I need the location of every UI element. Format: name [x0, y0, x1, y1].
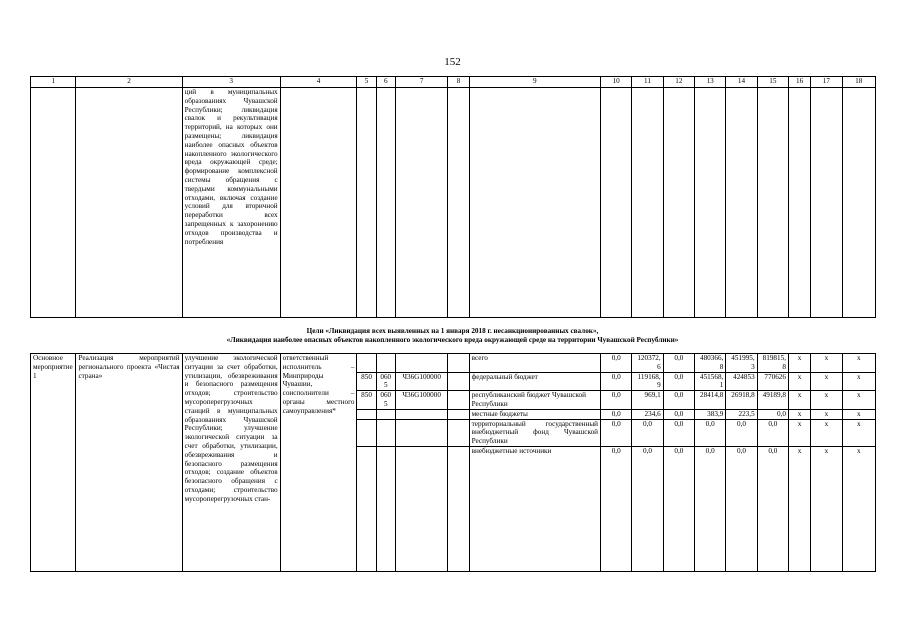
- cell-v15: 819815,8: [757, 354, 788, 373]
- cell-v11: 969,1: [632, 391, 663, 410]
- event-project: Реализация мероприятий регионального проекта «Чистая страна»: [76, 354, 182, 572]
- cell-c8: [448, 372, 469, 391]
- col-header: 5: [357, 77, 376, 88]
- col-header: 8: [448, 77, 469, 88]
- cell-v18: x: [842, 391, 875, 410]
- col-header: 9: [469, 77, 600, 88]
- cell-c7: [395, 409, 448, 419]
- cell-v18: x: [842, 372, 875, 391]
- cell-c7: [395, 419, 448, 446]
- col-header: 11: [632, 77, 663, 88]
- cell-v16: x: [788, 391, 810, 410]
- cell-c5: [357, 419, 376, 446]
- col-header: 17: [811, 77, 842, 88]
- cell-v13: 383,9: [695, 409, 726, 419]
- cell-v15: 770626: [757, 372, 788, 391]
- cell-v10: 0,0: [601, 391, 632, 410]
- cell-c7: Ч36G100000: [395, 391, 448, 410]
- page-number: 152: [444, 56, 461, 68]
- col-header: 18: [842, 77, 875, 88]
- event-executor: ответственный исполнитель – Минприроды Чувашии, соисполнители – органы местного самоуправления*: [280, 354, 357, 572]
- cell-v17: x: [811, 409, 842, 419]
- col-header: 12: [663, 77, 694, 88]
- cell-v15: 0,0: [757, 409, 788, 419]
- cell-v13: 451568,1: [695, 372, 726, 391]
- col-header: 6: [376, 77, 395, 88]
- cell-v17: x: [811, 372, 842, 391]
- cell-v16: x: [788, 419, 810, 446]
- continued-row: [31, 88, 876, 318]
- cell-v10: 0,0: [601, 446, 632, 571]
- goals-line-1: Цели «Ликвидация всех выявленных на 1 января 2018 г. несанкционированных свалок»,: [306, 327, 599, 335]
- cell-v13: 480366,8: [695, 354, 726, 373]
- cell-c6: [376, 409, 395, 419]
- cell-v10: 0,0: [601, 372, 632, 391]
- cell-c6: [376, 446, 395, 571]
- cell-v15: 49189,8: [757, 391, 788, 410]
- cell-c6: 0605: [376, 372, 395, 391]
- col-header: 4: [280, 77, 357, 88]
- col-header: 7: [395, 77, 448, 88]
- event-table: [30, 353, 876, 572]
- cell-c6: 0605: [376, 391, 395, 410]
- cell-source: всего: [469, 354, 600, 373]
- cell-v15: 0,0: [757, 446, 788, 571]
- col-header: 10: [601, 77, 632, 88]
- cell-v12: 0,0: [663, 409, 694, 419]
- cell-v10: 0,0: [601, 354, 632, 373]
- cell-c8: [448, 354, 469, 373]
- cell-v11: 119168,9: [632, 372, 663, 391]
- cell-v13: 0,0: [695, 446, 726, 571]
- cell-c5: 850: [357, 372, 376, 391]
- cell-v16: x: [788, 446, 810, 571]
- cell-v10: 0,0: [601, 409, 632, 419]
- cell-v18: x: [842, 446, 875, 571]
- cell-c7: [395, 354, 448, 373]
- continued-description: ций в муниципальных образованиях Чувашской Республики; ликвидация свалок и рекультивация территорий, на которых они размещены; ликвидация наиболее опасных объектов накопленного экологического вреда окружающей среде; формирование комплексной системы обращения с твердыми коммунальными отходами, включая создание условий для вторичной переработки всех запрещенных к захоронению отходов производства и потребления: [182, 88, 280, 318]
- finance-row: [31, 354, 876, 373]
- cell-v16: x: [788, 354, 810, 373]
- col-header: 14: [726, 77, 757, 88]
- cell-c7: [395, 446, 448, 571]
- cell-v11: 120372,6: [632, 354, 663, 373]
- cell-c8: [448, 446, 469, 571]
- cell-v14: 424853: [726, 372, 757, 391]
- cell-v14: 0,0: [726, 446, 757, 571]
- top-table: [30, 76, 876, 318]
- cell-c5: 850: [357, 391, 376, 410]
- cell-source: федеральный бюджет: [469, 372, 600, 391]
- cell-v14: 26918,8: [726, 391, 757, 410]
- col-header: 3: [182, 77, 280, 88]
- col-header: 16: [788, 77, 810, 88]
- cell-source: внебюджетные источники: [469, 446, 600, 571]
- cell-source: территориальный государственный внебюджетный фонд Чувашской Республики: [469, 419, 600, 446]
- cell-c5: [357, 446, 376, 571]
- cell-v17: x: [811, 419, 842, 446]
- cell-v17: x: [811, 446, 842, 571]
- cell-c6: [376, 354, 395, 373]
- cell-v14: 223,5: [726, 409, 757, 419]
- cell-v13: 0,0: [695, 419, 726, 446]
- cell-v12: 0,0: [663, 419, 694, 446]
- cell-v18: x: [842, 354, 875, 373]
- cell-v17: x: [811, 391, 842, 410]
- event-description: улучшение экологической ситуации за счет обработки, утилизации, обезвреживания и безопасного размещения отходов; строительство мусороперегрузочных станций в муниципальных образованиях Чувашской Республики; улучшение экологической ситуации за счет обработки, утилизации, обезвреживания и безопасного размещения отходов; создание объектов безопасного обращения с отходами; строительство мусороперегрузочных стан-: [182, 354, 280, 572]
- cell-source: местные бюджеты: [469, 409, 600, 419]
- cell-v16: x: [788, 409, 810, 419]
- cell-v18: x: [842, 409, 875, 419]
- cell-c8: [448, 419, 469, 446]
- goals-heading: [30, 327, 875, 344]
- cell-v13: 28414,8: [695, 391, 726, 410]
- cell-v11: 0,0: [632, 446, 663, 571]
- cell-v12: 0,0: [663, 446, 694, 571]
- cell-source: республиканский бюджет Чувашской Республики: [469, 391, 600, 410]
- cell-c5: [357, 354, 376, 373]
- header-row: [31, 77, 876, 88]
- col-header: 13: [695, 77, 726, 88]
- goals-line-2: «Ликвидация наиболее опасных объектов накопленного экологического вреда окружающей среде на территории Чувашской Республики»: [226, 335, 679, 344]
- event-name: Основное мероприятие 1: [31, 354, 76, 572]
- cell-v18: x: [842, 419, 875, 446]
- cell-c8: [448, 409, 469, 419]
- cell-v10: 0,0: [601, 419, 632, 446]
- cell-v17: x: [811, 354, 842, 373]
- col-header: 1: [31, 77, 76, 88]
- cell-c6: [376, 419, 395, 446]
- cell-v11: 234,6: [632, 409, 663, 419]
- cell-v14: 451995,3: [726, 354, 757, 373]
- cell-c7: Ч36G100000: [395, 372, 448, 391]
- cell-v11: 0,0: [632, 419, 663, 446]
- cell-v16: x: [788, 372, 810, 391]
- cell-v12: 0,0: [663, 354, 694, 373]
- cell-c5: [357, 409, 376, 419]
- cell-v15: 0,0: [757, 419, 788, 446]
- cell-v12: 0,0: [663, 391, 694, 410]
- col-header: 2: [76, 77, 182, 88]
- col-header: 15: [757, 77, 788, 88]
- cell-v12: 0,0: [663, 372, 694, 391]
- cell-v14: 0,0: [726, 419, 757, 446]
- cell-c8: [448, 391, 469, 410]
